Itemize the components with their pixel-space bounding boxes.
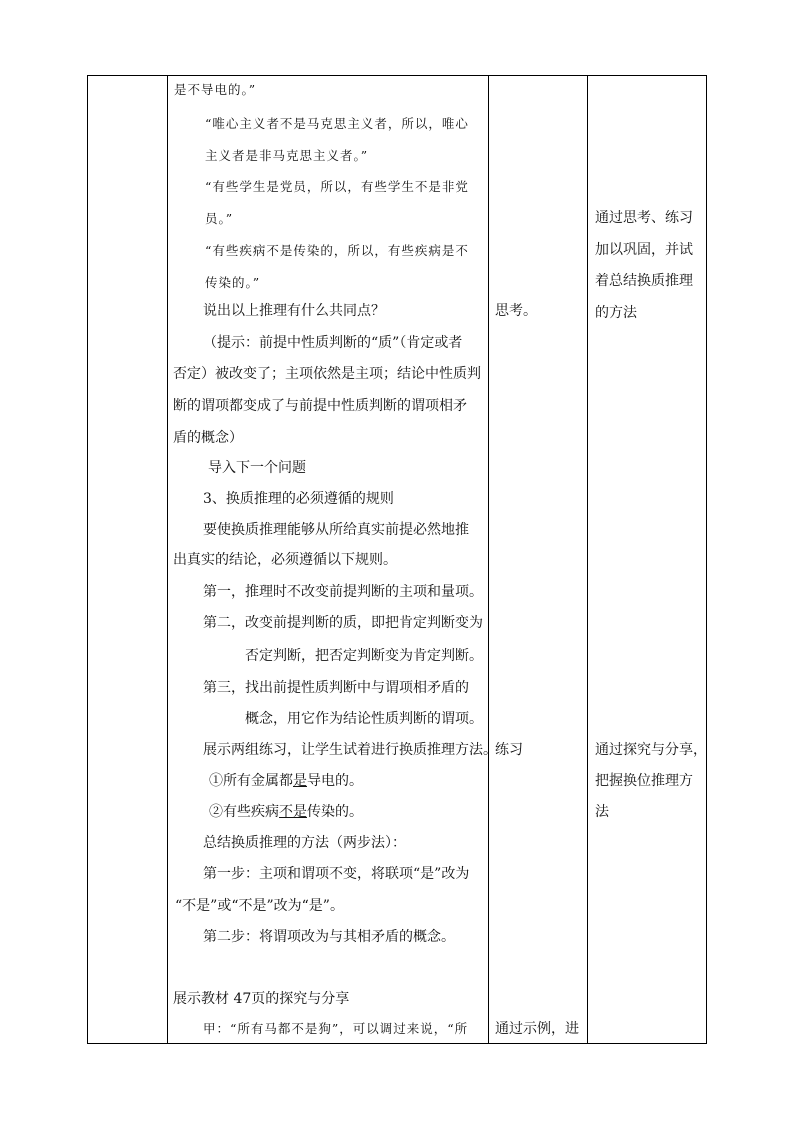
transition-line: 导入下一个问题: [208, 460, 306, 476]
exercise-text: ②有些疾病: [209, 804, 279, 820]
question-line: 说出以上推理有什么共同点？: [203, 303, 385, 319]
exercise-item-1: [209, 771, 363, 791]
method-step: 第二步：将谓项改为与其相矛盾的概念。: [203, 929, 455, 945]
example-line: 传染的。”: [205, 275, 261, 290]
table-border-top: [87, 75, 707, 76]
design-intent-line: 加以巩固，并试: [595, 242, 693, 258]
example-line: 甲：“所有马都不是狗”，可以调过来说，“所: [203, 1021, 469, 1036]
column-divider-3: [587, 75, 588, 1044]
design-intent-line: 把握换位推理方: [595, 773, 693, 789]
rule-line: 第二，改变前提判断的质，即把肯定判断变为: [203, 615, 483, 631]
exercise-text: 传染的。: [307, 804, 363, 820]
hint-line: （提示：前提中性质判断的“质”（肯定或者: [203, 335, 463, 351]
example-line: 主义者是非马克思主义者。”: [205, 148, 369, 163]
rule-intro-line: 要使换质推理能够从所给真实前提必然地推: [203, 522, 469, 538]
rule-line: 第一，推理时不改变前提判断的主项和量项。: [203, 584, 483, 600]
column-divider-2: [488, 75, 489, 1044]
table-border-left: [87, 75, 88, 1044]
example-line: 是不导电的。”: [174, 82, 257, 97]
design-intent-line: 的方法: [595, 305, 637, 321]
exercise-text: 导电的。: [307, 773, 363, 789]
example-line: 员。”: [205, 211, 234, 226]
rule-intro-line: 出真实的结论，必须遵循以下规则。: [173, 552, 397, 568]
design-intent-line: 着总结换质推理: [595, 273, 693, 289]
student-activity-example: 通过示例，进: [495, 1021, 579, 1037]
table-border-right: [706, 75, 707, 1044]
design-intent-line: 法: [595, 804, 609, 820]
student-activity-think: 思考。: [495, 303, 537, 319]
design-intent-line: 通过探究与分享，: [595, 742, 707, 758]
rule-line: 否定判断，把否定判断变为肯定判断。: [245, 648, 483, 664]
hint-line: 盾的概念）: [173, 430, 243, 446]
rule-line: 第三，找出前提性质判断中与谓项相矛盾的: [203, 680, 469, 696]
example-line: “唯心主义者不是马克思主义者，所以，唯心: [205, 116, 469, 131]
method-step: “不是”或“不是”改为“是”。: [175, 898, 344, 914]
method-heading: 总结换质推理的方法（两步法）：: [203, 835, 406, 851]
example-line: “有些学生是党员，所以，有些学生不是非党: [205, 179, 469, 194]
exercise-underlined-copula: 不是: [279, 804, 307, 820]
exercise-item-2: [209, 802, 363, 822]
table-border-bottom: [87, 1043, 707, 1044]
method-step: 第一步：主项和谓项不变，将联项“是”改为: [203, 866, 470, 882]
hint-line: 否定）被改变了；主项依然是主项；结论中性质判: [173, 366, 481, 382]
exercise-intro-line: 展示两组练习，让学生试着进行换质推理方法。: [203, 742, 497, 758]
textbook-reference: 展示教材 47页的探究与分享: [173, 991, 350, 1007]
section-heading: 3、换质推理的必须遵循的规则: [203, 491, 394, 507]
hint-line: 断的谓项都变成了与前提中性质判断的谓项相矛: [173, 398, 467, 414]
student-activity-practice: 练习: [495, 742, 523, 758]
exercise-text: ①所有金属都: [209, 773, 293, 789]
column-divider-1: [167, 75, 168, 1044]
example-line: “有些疾病不是传染的，所以，有些疾病是不: [205, 243, 469, 258]
design-intent-line: 通过思考、练习: [595, 210, 693, 226]
exercise-underlined-copula: 是: [293, 773, 307, 789]
rule-line: 概念，用它作为结论性质判断的谓项。: [245, 711, 483, 727]
